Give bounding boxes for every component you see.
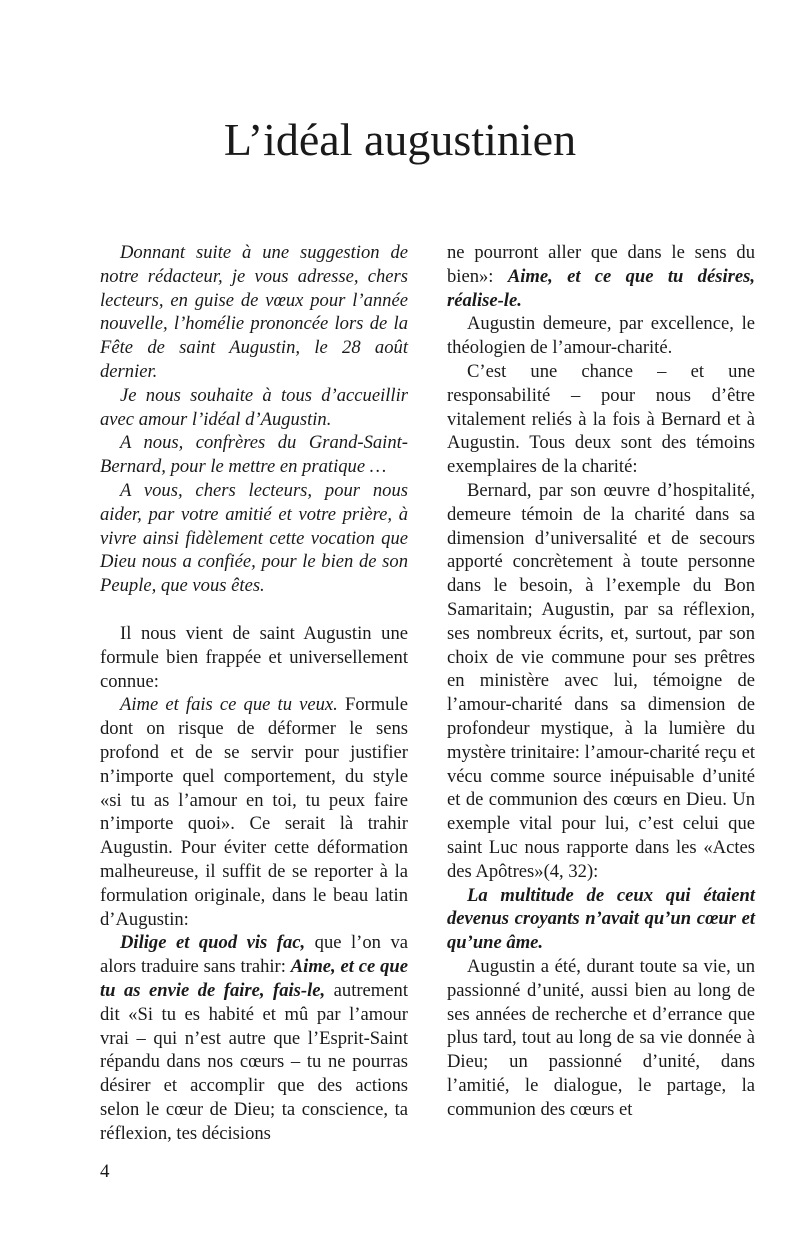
- translation-quote: Aime, et ce que tu désires, réalise-le.: [447, 265, 756, 311]
- intro-paragraph: A vous, chers lecteurs, pour nous aider, par votre amitié et votre prière, à vivre ainsi fidèlement cette vocation que Dieu nous a confiée, pour le bien de son Peuple, que vous êtes.: [100, 479, 408, 597]
- body-paragraph: [100, 931, 408, 1145]
- body-text: ne pourront aller que dans le sens du bien»:: [447, 242, 755, 287]
- body-paragraph: Bernard, par son œuvre d’hospitalité, demeure témoin de la charité dans sa dimension d’universalité et de secours apporté concrètement à toute personne dans le besoin, à l’exemple du Bon Samaritain; Augustin, par sa réflexion, ses nombreux écrits, et, surtout, par son choix de vie commune pour ses prêtres en ministère avec lui, témoigne de l’amour-charité dans sa dimension de profondeur mystique, à la lumière du mystère trinitaire: l’amour-charité reçu et vécu comme source inépuisable d’unité et de communion des cœurs en Dieu. Un exemple vital pour lui, c’est celui que saint Luc nous rapporte dans les «Actes des Apôtres»(4, 32):: [447, 479, 755, 882]
- body-paragraph: [100, 622, 408, 693]
- body-text: autrement dit «Si tu es habité et mû par l’amour vrai – qui n’est autre que l’Esprit-Saint répandu dans nos cœurs – tu ne pourras désirer et accomplir que des actions selon le cœur de Dieu; ta conscience, ta réflexion, tes décisions: [100, 979, 408, 1144]
- body-paragraph: Augustin a été, durant toute sa vie, un passionné d’unité, aussi bien au long de ses années de recherche et d’errance que plus tard, tout au long de sa vie donnée à Dieu; un passionné d’unité, dans l’amitié, le dialogue, le partage, la communion des cœurs et: [447, 955, 755, 1120]
- scripture-quote: La multitude de ceux qui étaient devenus croyants n’avait qu’un cœur et qu’une âme.: [447, 884, 755, 954]
- body-text: que l’on va alors traduire sans trahir:: [100, 932, 409, 978]
- left-column: [100, 241, 408, 1145]
- page-number: 4: [100, 1161, 110, 1182]
- body-text: Formule dont on risque de déformer le sens profond et de se servir pour justifier n’importe quel comportement, du style «si tu as l’amour en toi, tu peux faire n’importe quoi». Ce serait là trahir Augustin. Pour éviter cette déformation malheureuse, il suffit de se reporter à la formulation originale, dans le beau latin d’Augustin:: [100, 694, 408, 930]
- intro-paragraph: Je nous souhaite à tous d’accueillir avec amour l’idéal d’Augustin.: [100, 384, 408, 430]
- body-text: Il nous vient de saint Augustin une formule bien frappée et universellement connue:: [100, 622, 408, 692]
- latin-quote: Dilige et quod vis fac,: [120, 932, 306, 954]
- translation-quote: Aime, et ce que tu as envie de faire, fais-le,: [100, 956, 408, 1001]
- body-paragraph: [100, 693, 408, 931]
- intro-paragraph: A nous, confrères du Grand-Saint-Bernard, pour le mettre en pratique …: [100, 432, 408, 478]
- intro-dedication: [100, 241, 408, 598]
- quote-italic: Aime et fais ce que tu veux.: [120, 694, 338, 716]
- intro-paragraph: Donnant suite à une suggestion de notre rédacteur, je vous adresse, chers lecteurs, en guise de vœux pour l’année nouvelle, l’homélie prononcée lors de la Fête de saint Augustin, le 28 août dernier.: [100, 242, 408, 382]
- section-gap: [100, 598, 408, 622]
- page-title: L’idéal augustinien: [223, 114, 577, 165]
- body-paragraph-continued: [447, 241, 755, 312]
- body-paragraph: C’est une chance – et une responsabilité – pour nous d’être vitalement reliés à la fois à Bernard et à Augustin. Tous deux sont des témoins exemplaires de la charité:: [447, 360, 755, 478]
- right-column: [447, 241, 755, 1121]
- body-paragraph: Augustin demeure, par excellence, le théologien de l’amour-charité.: [447, 313, 755, 359]
